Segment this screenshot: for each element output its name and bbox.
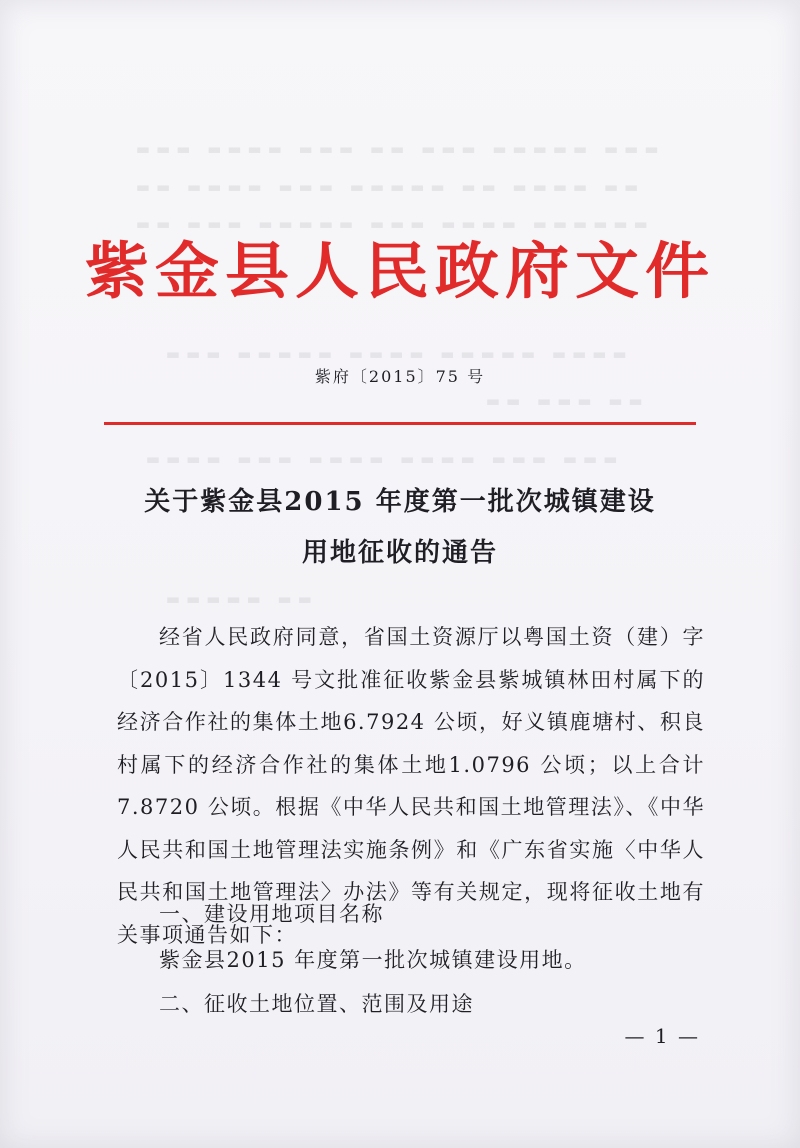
notice-title-line-2: 用地征收的通告 <box>301 538 498 568</box>
show-through-texture: ▬▬ ▬▬▬▬ ▬▬ ▬▬▬▬▬ ▬▬▬ ▬▬▬▬ ▬▬ <box>130 178 639 196</box>
show-through-texture: ▬▬▬▬▬▬ ▬▬▬▬ ▬▬▬ ▬▬▬▬▬ ▬▬▬ ▬▬ <box>130 215 648 233</box>
show-through-texture: ▬▬ ▬▬▬ ▬▬ <box>480 392 643 410</box>
page-number: — 1 — <box>624 1024 700 1048</box>
section-1-heading: 一、建设用地项目名称 <box>159 902 384 926</box>
show-through-texture: ▬▬▬▬ ▬▬▬▬▬ ▬▬▬▬ ▬▬▬▬▬ ▬▬▬ <box>160 345 627 363</box>
section-1-text: 紫金县2015 年度第一批次城镇建设用地。 <box>159 948 587 972</box>
red-divider-line <box>104 422 696 425</box>
show-through-texture: ▬▬▬ ▬▬▬▬▬ ▬▬▬ ▬▬ ▬▬▬ ▬▬▬▬ ▬▬▬ <box>130 140 659 158</box>
body-paragraph-intro: 经省人民政府同意，省国土资源厅以粤国土资（建）字〔2015〕1344 号文批准征收紫金县紫城镇林田村属下的经济合作社的集体土地6.7924 公顷，好义镇鹿塘村、积良村属下的经济合作社的集体土地1.0796 公顷；以上合计7.8720 公顷。根据《中华人民共和国土地管理法》、《中华人民共和国土地管理法实施条例》和《广东省实施〈中华人民共和国土地管理法〉办法》等有关规定，现将征收土地有关事项通告如下： <box>117 625 705 947</box>
document-number: 紫府〔2015〕75 号 <box>314 367 486 386</box>
show-through-texture: ▬▬▬ ▬▬▬ ▬▬▬▬ ▬▬▬▬ ▬▬▬ ▬▬▬▬ <box>140 450 618 468</box>
notice-title-line-1: 关于紫金县2015 年度第一批次城镇建设 <box>144 487 656 517</box>
issuing-authority-header: 紫金县人民政府文件 <box>85 236 715 308</box>
show-through-texture: ▬▬ ▬▬▬▬▬ <box>160 590 312 608</box>
section-2-heading: 二、征收土地位置、范围及用途 <box>159 992 474 1016</box>
